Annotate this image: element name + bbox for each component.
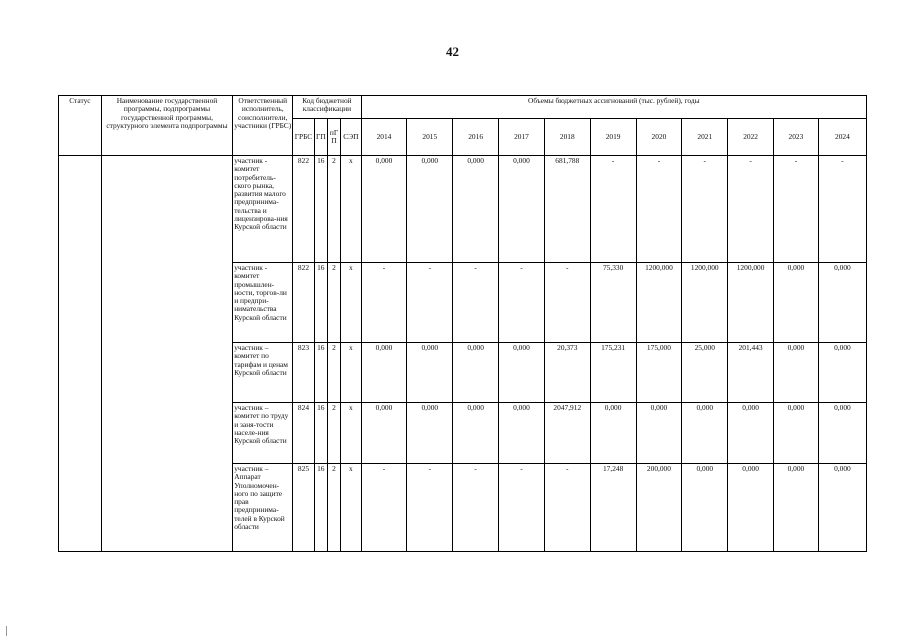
header-year: 2021 — [682, 119, 728, 156]
header-code-grbs: ГРБС — [293, 119, 314, 156]
value-cell: 17,248 — [590, 464, 636, 552]
value-cell: 0,000 — [774, 343, 819, 403]
value-cell: - — [818, 156, 866, 263]
header-program-name: Наименование государственной программы, подпрограммы государственной программы, структурного элемента подпрограммы — [101, 96, 232, 156]
code-cell: 16 — [314, 343, 327, 403]
value-cell: - — [590, 156, 636, 263]
status-cell — [59, 156, 102, 552]
value-cell: - — [407, 263, 453, 343]
executor-cell: участник – комитет по тарифам и ценам Курской области — [233, 343, 293, 403]
header-amounts: Объемы бюджетных ассигнований (тыс. рублей), годы — [361, 96, 866, 119]
value-cell: 1200,000 — [682, 263, 728, 343]
value-cell: - — [407, 464, 453, 552]
value-cell: 0,000 — [682, 403, 728, 464]
header-year: 2023 — [774, 119, 819, 156]
value-cell: - — [499, 263, 545, 343]
value-cell: 0,000 — [818, 464, 866, 552]
value-cell: 175,231 — [590, 343, 636, 403]
code-cell: 2 — [327, 156, 340, 263]
value-cell: 0,000 — [361, 403, 407, 464]
executor-cell: участник - комитет потребитель-ского рынка, развития малого предпринима-тельства и лицензирова-ния Курской области — [233, 156, 293, 263]
value-cell: 0,000 — [682, 464, 728, 552]
value-cell: 0,000 — [818, 263, 866, 343]
scan-margin-mark — [6, 626, 7, 636]
header-year: 2018 — [544, 119, 590, 156]
value-cell: 75,330 — [590, 263, 636, 343]
value-cell: 0,000 — [499, 156, 545, 263]
value-cell: - — [453, 263, 499, 343]
code-cell: 2 — [327, 263, 340, 343]
executor-cell: участник - комитет промышлен-ности, торгов-ли и предпри-нимательства Курской области — [233, 263, 293, 343]
value-cell: 200,000 — [636, 464, 682, 552]
value-cell: 201,443 — [728, 343, 774, 403]
value-cell: 2047,912 — [544, 403, 590, 464]
code-cell: 16 — [314, 156, 327, 263]
value-cell: 0,000 — [728, 464, 774, 552]
value-cell: 0,000 — [453, 403, 499, 464]
program-name-cell — [101, 156, 232, 552]
value-cell: 0,000 — [361, 156, 407, 263]
value-cell: 0,000 — [818, 403, 866, 464]
executor-cell: участник – комитет по труду и заня-тости населе-ния Курской области — [233, 403, 293, 464]
executor-cell: участник – Аппарат Уполномочен-ного по защите прав предпринима-телей в Курской области — [233, 464, 293, 552]
code-cell: 16 — [314, 263, 327, 343]
code-cell: 16 — [314, 403, 327, 464]
value-cell: - — [544, 263, 590, 343]
header-code-gp: ГП — [314, 119, 327, 156]
code-cell: х — [341, 263, 361, 343]
value-cell: 175,000 — [636, 343, 682, 403]
value-cell: 1200,000 — [728, 263, 774, 343]
header-year: 2024 — [818, 119, 866, 156]
value-cell: 0,000 — [774, 403, 819, 464]
code-cell: х — [341, 403, 361, 464]
header-status: Статус — [59, 96, 102, 156]
code-cell: 822 — [293, 263, 314, 343]
value-cell: 0,000 — [818, 343, 866, 403]
code-cell: 2 — [327, 343, 340, 403]
code-cell: х — [341, 343, 361, 403]
value-cell: 0,000 — [453, 156, 499, 263]
header-year: 2022 — [728, 119, 774, 156]
code-cell: 16 — [314, 464, 327, 552]
header-budget-code: Код бюджетной классификации — [293, 96, 361, 119]
value-cell: 0,000 — [407, 343, 453, 403]
code-cell: 822 — [293, 156, 314, 263]
value-cell: 20,373 — [544, 343, 590, 403]
budget-table — [58, 95, 867, 552]
value-cell: 0,000 — [361, 343, 407, 403]
value-cell: - — [499, 464, 545, 552]
value-cell: 0,000 — [407, 156, 453, 263]
value-cell: - — [774, 156, 819, 263]
header-year: 2017 — [499, 119, 545, 156]
value-cell: - — [361, 263, 407, 343]
header-code-pgp: пГП — [327, 119, 340, 156]
code-cell: 824 — [293, 403, 314, 464]
header-executor: Ответственный исполнитель, соисполнители, участники (ГРБС) — [233, 96, 293, 156]
code-cell: 825 — [293, 464, 314, 552]
code-cell: 2 — [327, 464, 340, 552]
value-cell: - — [728, 156, 774, 263]
header-year: 2015 — [407, 119, 453, 156]
value-cell: 25,000 — [682, 343, 728, 403]
value-cell: 0,000 — [407, 403, 453, 464]
value-cell: 0,000 — [774, 464, 819, 552]
value-cell: - — [544, 464, 590, 552]
value-cell: 0,000 — [453, 343, 499, 403]
value-cell: 0,000 — [499, 403, 545, 464]
code-cell: 2 — [327, 403, 340, 464]
code-cell: 823 — [293, 343, 314, 403]
value-cell: 681,788 — [544, 156, 590, 263]
code-cell: х — [341, 156, 361, 263]
header-year: 2016 — [453, 119, 499, 156]
value-cell: 0,000 — [499, 343, 545, 403]
value-cell: - — [361, 464, 407, 552]
header-year: 2019 — [590, 119, 636, 156]
value-cell: 1200,000 — [636, 263, 682, 343]
value-cell: 0,000 — [590, 403, 636, 464]
value-cell: - — [453, 464, 499, 552]
page-number: 42 — [446, 44, 459, 59]
value-cell: 0,000 — [636, 403, 682, 464]
header-code-sep: СЭП — [341, 119, 361, 156]
value-cell: - — [636, 156, 682, 263]
value-cell: 0,000 — [728, 403, 774, 464]
header-year: 2020 — [636, 119, 682, 156]
table-row — [59, 156, 867, 263]
value-cell: 0,000 — [774, 263, 819, 343]
code-cell: х — [341, 464, 361, 552]
header-year: 2014 — [361, 119, 407, 156]
value-cell: - — [682, 156, 728, 263]
